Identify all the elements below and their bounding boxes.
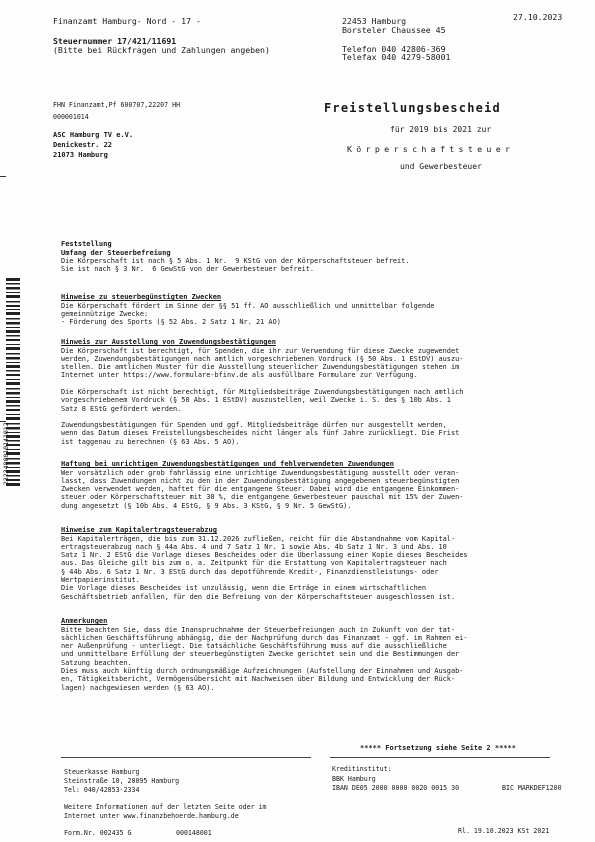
cashier-phone: Tel: 040/42853-2334 bbox=[64, 786, 140, 794]
recipient-name: ASC Hamburg TV e.V. bbox=[53, 131, 134, 139]
recipient-code: 000001014 bbox=[53, 113, 89, 121]
section-feststellung bbox=[61, 240, 551, 274]
bank-iban: IBAN DE05 2000 0000 0020 0015 30 bbox=[332, 784, 460, 792]
section-heading: Hinweis zur Ausstellung von Zuwendungsbestätigungen bbox=[61, 338, 276, 346]
tax-office-name: Finanzamt Hamburg- Nord - 17 - bbox=[53, 16, 201, 26]
section-body: Die Körperschaft ist berechtigt, für Spenden, die ihr zur Verwendung für diese Zwecke zugewendet werden, Zuwendungsbestätigungen nach amtlich vorgeschriebenen Vordruck (§ 50 Abs. 1 EStDV) auszu- stellen. Die amtlichen Muster für die Ausstellung steuerlicher Zuwendungsbestätigungen stehen im Internet unter https://www.formulare-bfinv.de als ausfüllbare Formulare zur Verfügung. Die Körperschaft ist nicht berechtigt, für Mitgliedsbeiträge Zuwendungsbestätigungen nach amtlich vorgeschriebenem Vordruck (§ 50 Abs. 1 EStDV) auszustellen, weil Zwecke i. S. des § 10b Abs. 1 Satz 8 EStG gefördert werden. Zuwendungsbestätigungen für Spenden und ggf. Mitgliedsbeiträge dürfen nur ausgestellt werden, wenn das Datum dieses Freistellungsbescheides nicht länger als fünf Jahre zurückliegt. Die Frist ist taggenau zu berechnen (§ 63 Abs. 5 AO). bbox=[61, 346, 464, 446]
postal-reference: FHN Finanzamt,Pf 600707,22207 HH bbox=[53, 101, 181, 109]
office-phone: Telefon 040 42806-369 bbox=[342, 44, 446, 54]
section-subheading: Umfang der Steuerbefreiung bbox=[61, 248, 171, 257]
office-city: 22453 Hamburg bbox=[342, 16, 407, 26]
bank-bic: BIC MARKDEF1200 bbox=[502, 784, 562, 792]
section-body: Bitte beachten Sie, dass die Inanspruchnahme der Steuerbefreiungen auch in Zukunft von der tat- sächlichen Geschäftsführung abhängig, die der Nachprüfung durch das Finanzamt - ggf. im Rahmen ei- ner Außenprüfung - unterliegt. Die tatsächliche Geschäftsführung muss auf die ausschließliche und unmittelbare Erfüllung der steuerbegünstigten Zwecke gerichtet sein und die Bestimmungen der Satzung beachten. Dies muss auch künftig durch ordnungsmäßige Aufzeichnungen (Aufstellung der Einnahmen und Ausgab- en, Tätigkeitsbericht, Vermögensübersicht mit Nachweisen über Bildung und Entwicklung der Rück- lagen) nachgewiesen werden (§ 63 AO). bbox=[61, 625, 468, 692]
recipient-city: 21073 Hamburg bbox=[53, 151, 108, 159]
section-haftung bbox=[61, 460, 551, 510]
document-date: 27.10.2023 bbox=[513, 12, 563, 22]
section-heading: Anmerkungen bbox=[61, 617, 108, 625]
cashier-title: Steuerkasse Hamburg bbox=[64, 768, 140, 776]
fold-mark bbox=[0, 176, 6, 177]
footer-divider bbox=[61, 757, 311, 758]
section-heading: Feststellung bbox=[61, 240, 112, 248]
section-zuwendungsbestaetigungen bbox=[61, 338, 551, 446]
section-body: Wer vorsätzlich oder grob fahrlässig eine unrichtige Zuwendungsbestätigung ausstellt oder veran- lasst, dass Zuwendungen nicht zu den in der Zuwendungsbestätigung angegebenen steuerbegünstigten Zwecken verwendet werden, haftet für die entgangene Steuer. Dabei wird die entgangene Einkommen- steuer oder Körperschaftsteuer mit 30 %, die entgangene Gewerbesteuer pauschal mit 15% der Zuwen- dung angesetzt (§ 10b Abs. 4 EStG, § 9 Abs. 3 KStG, § 9 Nr. 5 GewStG). bbox=[61, 468, 464, 510]
office-street: Borsteler Chaussee 45 bbox=[342, 25, 446, 35]
cashier-address: Steinstraße 10, 20095 Hamburg bbox=[64, 777, 180, 785]
title-tax-type: Körperschaftsteuer bbox=[347, 144, 515, 154]
section-anmerkungen bbox=[61, 617, 551, 692]
title-period: für 2019 bis 2021 zur bbox=[390, 125, 492, 134]
footer-divider bbox=[330, 757, 550, 758]
bank-label: Kreditinstitut: bbox=[332, 765, 392, 773]
section-heading: Hinweise zum Kapitalertragsteuerabzug bbox=[61, 526, 217, 534]
document-title: Freistellungsbescheid bbox=[324, 101, 501, 115]
section-zwecke bbox=[61, 293, 551, 326]
tax-number: Steuernummer 17/421/11691 bbox=[53, 36, 177, 46]
office-fax: Telefax 040 4279-58001 bbox=[342, 52, 451, 62]
tax-number-note: (Bitte bei Rückfragen und Zahlungen angeben) bbox=[53, 45, 270, 55]
section-heading: Haftung bei unrichtigen Zuwendungsbestätigungen und fehlverwendeten Zuwendungen bbox=[61, 460, 394, 468]
recipient-street: Denickestr. 22 bbox=[53, 141, 113, 149]
bank-name: BBK Hamburg bbox=[332, 775, 376, 783]
section-body: Bei Kapitalerträgen, die bis zum 31.12.2026 zufließen, reicht für die Abstandnahme vom Kapital- ertragsteuerabzug nach § 44a Abs. 4 und 7 Satz 1 Nr. 1 sowie Abs. 4b Satz 1 Nr. 3 und Abs. 10 Satz 1 Nr. 2 EStG die Vorlage dieses Bescheides oder die Überlassung einer Kopie dieses Bescheides aus. Das Gleiche gilt bis zum o. a. Zeitpunkt für die Erstattung von Kapitalertragsteuer nach § 44b Abs. 6 Satz 1 Nr. 3 EStG durch das depotführende Kredit-, Finanzdienstleistungs- oder Wertpapierinstitut. Die Vorlage dieses Bescheides ist unzulässig, wenn die Erträge in einem wirtschaftlichen Geschäftsbetrieb anfallen, für den die Befreiung von der Körperschaftsteuer ausgeschlossen ist. bbox=[61, 534, 468, 601]
processing-stamp: Rl. 19.10.2023 KSt 2021 bbox=[458, 827, 550, 835]
section-body: Die Körperschaft ist nach § 5 Abs. 1 Nr. 9 KStG von der Körperschaftsteuer befreit. Sie ist nach § 3 Nr. 6 GewStG von der Gewerbesteuer befreit. bbox=[61, 257, 410, 274]
form-number: Form.Nr. 002435 G bbox=[64, 829, 132, 837]
more-info-line2: Internet unter www.finanzbehoerde.hamburg.de bbox=[64, 812, 239, 820]
section-heading: Hinweise zu steuerbegünstigten Zwecken bbox=[61, 293, 222, 301]
section-kapitalertragsteuer bbox=[61, 526, 551, 601]
title-tax-type-2: und Gewerbesteuer bbox=[400, 162, 482, 171]
barcode-number: 2323480010141012 bbox=[2, 422, 10, 485]
form-code: 000148001 bbox=[176, 829, 212, 837]
section-body: Die Körperschaft fördert im Sinne der §§ 51 ff. AO ausschließlich und unmittelbar folgende gemeinnützige Zwecke: - Förderung des Sports (§ 52 Abs. 2 Satz 1 Nr. 21 AO) bbox=[61, 301, 435, 327]
continuation-note: ***** Fortsetzung siehe Seite 2 ***** bbox=[360, 744, 516, 752]
more-info-line1: Weitere Informationen auf der letzten Seite oder im bbox=[64, 803, 267, 811]
